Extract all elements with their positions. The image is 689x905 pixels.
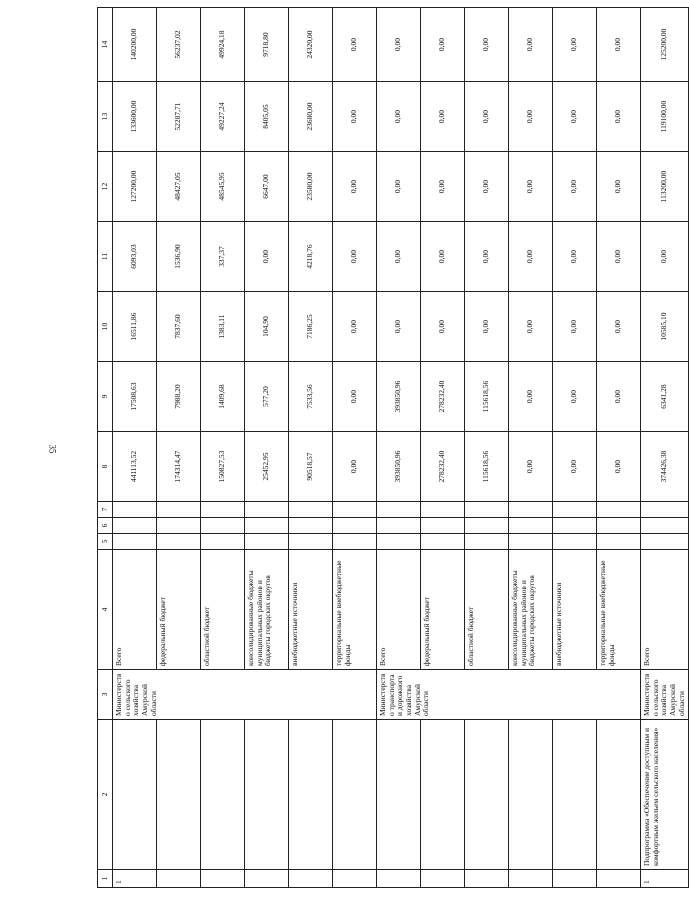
column-number-cell: 2: [98, 720, 113, 870]
value-cell: 0,00: [509, 82, 553, 152]
empty-cell: [377, 518, 421, 534]
value-cell: 0,00: [597, 222, 641, 292]
value-cell: 48427,05: [157, 152, 201, 222]
empty-cell: [597, 502, 641, 518]
value-cell: 52287,71: [157, 82, 201, 152]
table-row: [641, 8, 689, 888]
source-cell: внебюджетные источники: [553, 550, 597, 670]
value-cell: 0,00: [421, 222, 465, 292]
value-cell: 25452,95: [245, 432, 289, 502]
empty-cell: [421, 502, 465, 518]
empty-cell: [333, 534, 377, 550]
column-number-row: [98, 8, 113, 888]
value-cell: 24320,00: [289, 8, 333, 82]
value-cell: 16511,86: [113, 292, 157, 362]
empty-cell: [245, 502, 289, 518]
value-cell: 0,00: [333, 8, 377, 82]
value-cell: 113200,00: [641, 152, 689, 222]
value-cell: 90518,57: [289, 432, 333, 502]
value-cell: 0,00: [333, 82, 377, 152]
page-number: 35: [47, 444, 58, 454]
value-cell: 4218,76: [289, 222, 333, 292]
empty-cell: [157, 534, 201, 550]
value-cell: 0,00: [465, 82, 509, 152]
column-number-cell: 12: [98, 152, 113, 222]
empty-cell: [333, 502, 377, 518]
empty-cell: [245, 720, 289, 870]
value-cell: 0,00: [465, 152, 509, 222]
value-cell: 6647,00: [245, 152, 289, 222]
executor-cell: Министерство сельского хозяйства Амурской области: [113, 670, 377, 720]
value-cell: 0,00: [245, 222, 289, 292]
value-cell: 278232,40: [421, 432, 465, 502]
value-cell: 1409,68: [201, 362, 245, 432]
table-row: [201, 8, 245, 888]
table-row: [465, 8, 509, 888]
value-cell: 0,00: [509, 222, 553, 292]
column-number-cell: 9: [98, 362, 113, 432]
value-cell: 0,00: [377, 222, 421, 292]
table-row: [421, 8, 465, 888]
empty-cell: [289, 518, 333, 534]
source-cell: консолидированные бюджеты муниципальных районов и бюджеты городских округов: [509, 550, 553, 670]
empty-cell: [597, 518, 641, 534]
value-cell: 0,00: [597, 82, 641, 152]
empty-cell: [509, 870, 553, 888]
value-cell: 0,00: [509, 362, 553, 432]
value-cell: 0,00: [597, 292, 641, 362]
empty-cell: [113, 518, 157, 534]
value-cell: 23680,00: [289, 82, 333, 152]
empty-cell: [421, 870, 465, 888]
column-number-cell: 1: [98, 870, 113, 888]
value-cell: 0,00: [465, 292, 509, 362]
empty-cell: [333, 518, 377, 534]
table-row: [377, 8, 421, 888]
value-cell: 115618,56: [465, 362, 509, 432]
column-number-cell: 7: [98, 502, 113, 518]
empty-cell: [113, 502, 157, 518]
empty-cell: [553, 518, 597, 534]
value-cell: 0,00: [421, 82, 465, 152]
source-cell: областной бюджет: [201, 550, 245, 670]
value-cell: 0,00: [509, 432, 553, 502]
empty-cell: [333, 720, 377, 870]
column-number-cell: 3: [98, 670, 113, 720]
empty-cell: [553, 720, 597, 870]
table-row: [553, 8, 597, 888]
empty-cell: [157, 720, 201, 870]
value-cell: 337,37: [201, 222, 245, 292]
value-cell: 0,00: [553, 292, 597, 362]
empty-cell: [421, 720, 465, 870]
value-cell: 0,00: [641, 222, 689, 292]
value-cell: 150827,53: [201, 432, 245, 502]
source-cell: областной бюджет: [465, 550, 509, 670]
empty-cell: [597, 720, 641, 870]
value-cell: 10585,10: [641, 292, 689, 362]
empty-cell: [421, 534, 465, 550]
source-cell: Всего: [377, 550, 421, 670]
empty-cell: [509, 502, 553, 518]
empty-cell: [509, 720, 553, 870]
column-number-cell: 5: [98, 534, 113, 550]
column-number-cell: 6: [98, 518, 113, 534]
empty-cell: [245, 870, 289, 888]
value-cell: 0,00: [553, 362, 597, 432]
value-cell: 0,00: [509, 292, 553, 362]
subprogram-cell: [113, 720, 157, 870]
value-cell: 0,00: [465, 8, 509, 82]
value-cell: 1536,90: [157, 222, 201, 292]
value-cell: 1383,11: [201, 292, 245, 362]
value-cell: 104,90: [245, 292, 289, 362]
column-number-cell: 14: [98, 8, 113, 82]
empty-cell: [289, 534, 333, 550]
table-row: [509, 8, 553, 888]
value-cell: 7533,56: [289, 362, 333, 432]
value-cell: 0,00: [553, 8, 597, 82]
column-number-cell: 13: [98, 82, 113, 152]
funding-table: [97, 7, 689, 888]
source-cell: консолидированные бюджеты муниципальных районов и бюджеты городских округов: [245, 550, 289, 670]
empty-cell: [641, 518, 689, 534]
empty-cell: [641, 534, 689, 550]
empty-cell: [465, 870, 509, 888]
empty-cell: [377, 502, 421, 518]
value-cell: 8405,05: [245, 82, 289, 152]
value-cell: 0,00: [333, 292, 377, 362]
table-row: [597, 8, 641, 888]
value-cell: 0,00: [597, 362, 641, 432]
value-cell: 577,20: [245, 362, 289, 432]
value-cell: 17508,63: [113, 362, 157, 432]
value-cell: 49924,18: [201, 8, 245, 82]
column-number-cell: 4: [98, 550, 113, 670]
executor-cell: Министерство сельского хозяйства Амурской области: [641, 670, 689, 720]
empty-cell: [597, 870, 641, 888]
value-cell: 48545,95: [201, 152, 245, 222]
empty-cell: [289, 870, 333, 888]
value-cell: 0,00: [333, 152, 377, 222]
source-cell: территориальные внебюджетные фонды: [333, 550, 377, 670]
value-cell: 0,00: [597, 152, 641, 222]
value-cell: 393850,96: [377, 362, 421, 432]
empty-cell: [377, 534, 421, 550]
value-cell: 0,00: [333, 222, 377, 292]
empty-cell: [201, 534, 245, 550]
value-cell: 56237,02: [157, 8, 201, 82]
empty-cell: [377, 720, 421, 870]
value-cell: 374426,38: [641, 432, 689, 502]
value-cell: 23580,00: [289, 152, 333, 222]
source-cell: внебюджетные источники: [289, 550, 333, 670]
table-row: [245, 8, 289, 888]
table-row: [157, 8, 201, 888]
value-cell: 0,00: [421, 8, 465, 82]
empty-cell: [245, 518, 289, 534]
column-number-cell: 8: [98, 432, 113, 502]
empty-cell: [333, 870, 377, 888]
value-cell: 0,00: [377, 82, 421, 152]
value-cell: 441113,52: [113, 432, 157, 502]
empty-cell: [201, 518, 245, 534]
table-row: [333, 8, 377, 888]
value-cell: 0,00: [553, 222, 597, 292]
empty-cell: [597, 534, 641, 550]
executor-cell: Министерство транспорта и дорожного хозяйства Амурской области: [377, 670, 641, 720]
empty-cell: [553, 502, 597, 518]
value-cell: 0,00: [421, 152, 465, 222]
value-cell: 7988,20: [157, 362, 201, 432]
value-cell: 0,00: [509, 152, 553, 222]
empty-cell: [509, 518, 553, 534]
value-cell: 0,00: [377, 152, 421, 222]
value-cell: 115618,56: [465, 432, 509, 502]
column-number-cell: 10: [98, 292, 113, 362]
empty-cell: [289, 502, 333, 518]
value-cell: 6093,03: [113, 222, 157, 292]
table-row: [113, 8, 157, 888]
value-cell: 127200,00: [113, 152, 157, 222]
value-cell: 0,00: [333, 432, 377, 502]
value-cell: 0,00: [421, 292, 465, 362]
source-cell: федеральный бюджет: [421, 550, 465, 670]
empty-cell: [553, 870, 597, 888]
value-cell: 393850,96: [377, 432, 421, 502]
table-row: [289, 8, 333, 888]
empty-cell: [641, 502, 689, 518]
value-cell: 0,00: [377, 8, 421, 82]
source-cell: территориальные внебюджетные фонды: [597, 550, 641, 670]
value-cell: 0,00: [509, 8, 553, 82]
value-cell: 0,00: [333, 362, 377, 432]
rotated-table-container: [97, 8, 686, 888]
empty-cell: [465, 720, 509, 870]
empty-cell: [201, 502, 245, 518]
empty-cell: [465, 518, 509, 534]
empty-cell: [157, 870, 201, 888]
row-number-cell: 1: [113, 870, 157, 888]
value-cell: 7186,25: [289, 292, 333, 362]
value-cell: 278232,40: [421, 362, 465, 432]
empty-cell: [465, 502, 509, 518]
value-cell: 0,00: [377, 292, 421, 362]
value-cell: 140200,00: [113, 8, 157, 82]
empty-cell: [553, 534, 597, 550]
subprogram-cell: Подпрограмма «Обеспечение доступным и комфортным жильем сельского населения»: [641, 720, 689, 870]
value-cell: 125200,00: [641, 8, 689, 82]
source-cell: Всего: [113, 550, 157, 670]
value-cell: 49227,24: [201, 82, 245, 152]
value-cell: 6341,28: [641, 362, 689, 432]
value-cell: 119100,00: [641, 82, 689, 152]
empty-cell: [465, 534, 509, 550]
row-number-cell: 1: [641, 870, 689, 888]
value-cell: 0,00: [597, 432, 641, 502]
value-cell: 0,00: [553, 152, 597, 222]
empty-cell: [377, 870, 421, 888]
empty-cell: [289, 720, 333, 870]
value-cell: 0,00: [597, 8, 641, 82]
empty-cell: [201, 720, 245, 870]
empty-cell: [157, 502, 201, 518]
value-cell: 0,00: [553, 82, 597, 152]
empty-cell: [245, 534, 289, 550]
value-cell: 0,00: [465, 222, 509, 292]
empty-cell: [201, 870, 245, 888]
empty-cell: [113, 534, 157, 550]
empty-cell: [509, 534, 553, 550]
value-cell: 7837,60: [157, 292, 201, 362]
value-cell: 174314,47: [157, 432, 201, 502]
empty-cell: [157, 518, 201, 534]
value-cell: 0,00: [553, 432, 597, 502]
source-cell: Всего: [641, 550, 689, 670]
column-number-cell: 11: [98, 222, 113, 292]
empty-cell: [421, 518, 465, 534]
value-cell: 133600,00: [113, 82, 157, 152]
source-cell: федеральный бюджет: [157, 550, 201, 670]
value-cell: 9718,80: [245, 8, 289, 82]
